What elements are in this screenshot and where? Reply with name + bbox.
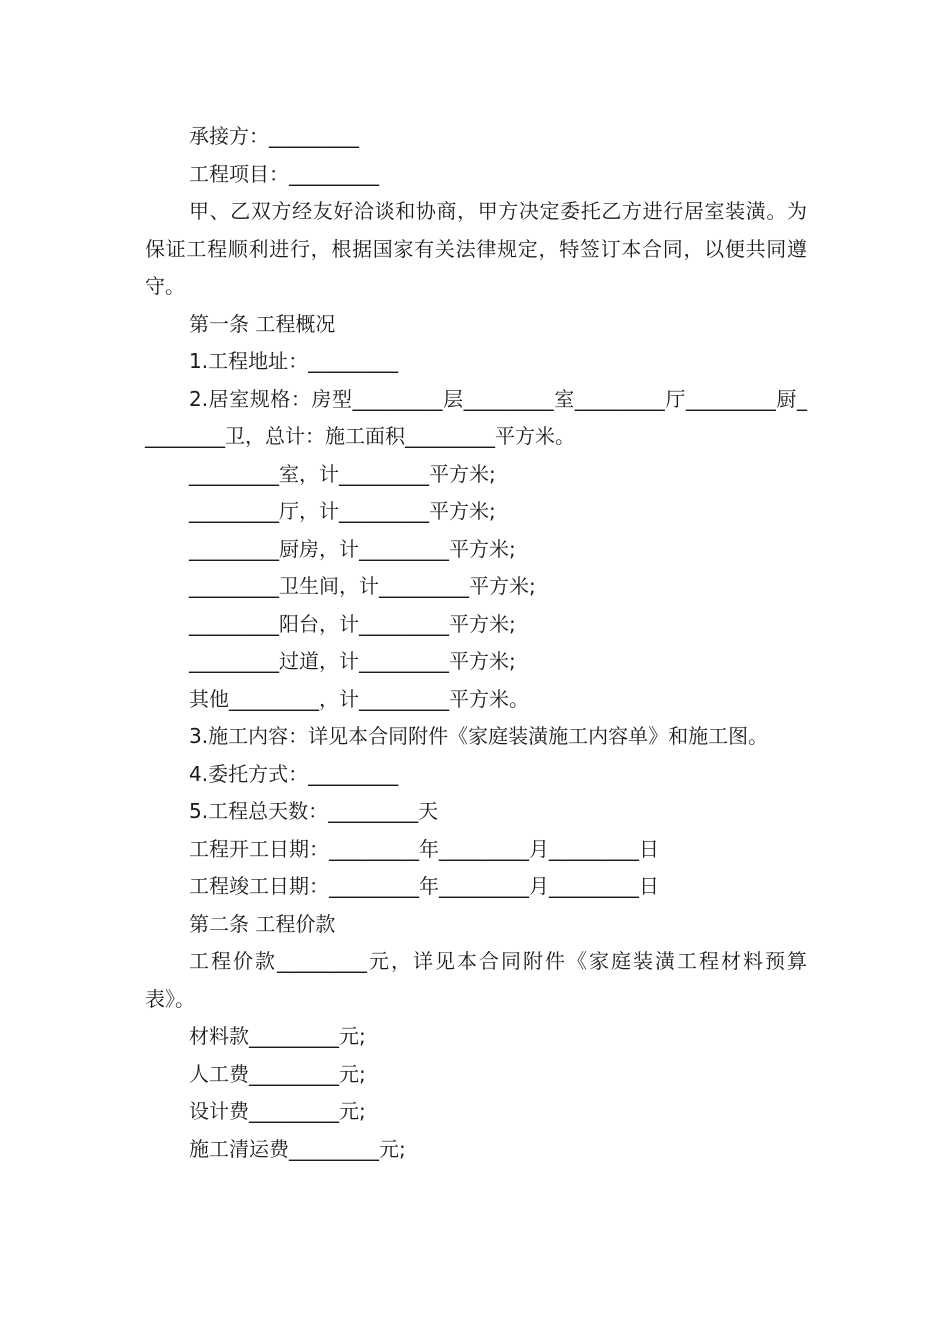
materials-cost-line: 材料款_________元; — [189, 1024, 366, 1048]
bathroom-area-line: _________卫生间，计_________平方米; — [189, 574, 536, 598]
preamble-paragraph: 甲、乙双方经友好洽谈和协商，甲方决定委托乙方进行居室装潢。为保证工程顺利进行，根据国家有关法律规定，特签订本合同，以便共同遵守。 — [145, 199, 807, 298]
article-2-heading: 第二条 工程价款 — [189, 911, 336, 936]
article-1-heading: 第一条 工程概况 — [189, 311, 336, 336]
project-line: 工程项目：_________ — [189, 161, 379, 186]
total-days-line: 5.工程总天数：_________天 — [189, 799, 439, 823]
cleanup-fee-line: 施工清运费_________元; — [189, 1136, 406, 1161]
construction-content-paragraph: 3.施工内容：详见本合同附件《家庭装潢施工内容单》和施工图。 — [189, 724, 769, 748]
price-paragraph: 工程价款_________元，详见本合同附件《家庭装潢工程材料预算表》。 — [145, 949, 807, 1011]
start-date-line: 工程开工日期：_________年_________月_________日 — [189, 836, 659, 861]
commission-method-line: 4.委托方式：_________ — [189, 761, 399, 786]
kitchen-area-line: _________厨房，计_________平方米; — [189, 536, 516, 561]
address-line: 1.工程地址：_________ — [189, 349, 399, 373]
room-area-line: _________室，计_________平方米; — [189, 461, 496, 486]
design-fee-line: 设计费_________元; — [189, 1099, 366, 1123]
contractor-line: 承接方：_________ — [189, 124, 359, 148]
corridor-area-line: _________过道，计_________平方米; — [189, 649, 516, 673]
balcony-area-line: _________阳台，计_________平方米; — [189, 611, 516, 636]
contract-body — [145, 118, 807, 1168]
hall-area-line: _________厅，计_________平方米; — [189, 499, 496, 523]
room-spec-paragraph: 2.居室规格：房型_________层_________室_________厅_________厨_________卫，总计：施工面积_________平方米。 — [145, 386, 807, 448]
completion-date-line: 工程竣工日期：_________年_________月_________日 — [189, 874, 659, 898]
labor-cost-line: 人工费_________元; — [189, 1061, 366, 1086]
other-area-line: 其他_________，计_________平方米。 — [189, 686, 529, 711]
